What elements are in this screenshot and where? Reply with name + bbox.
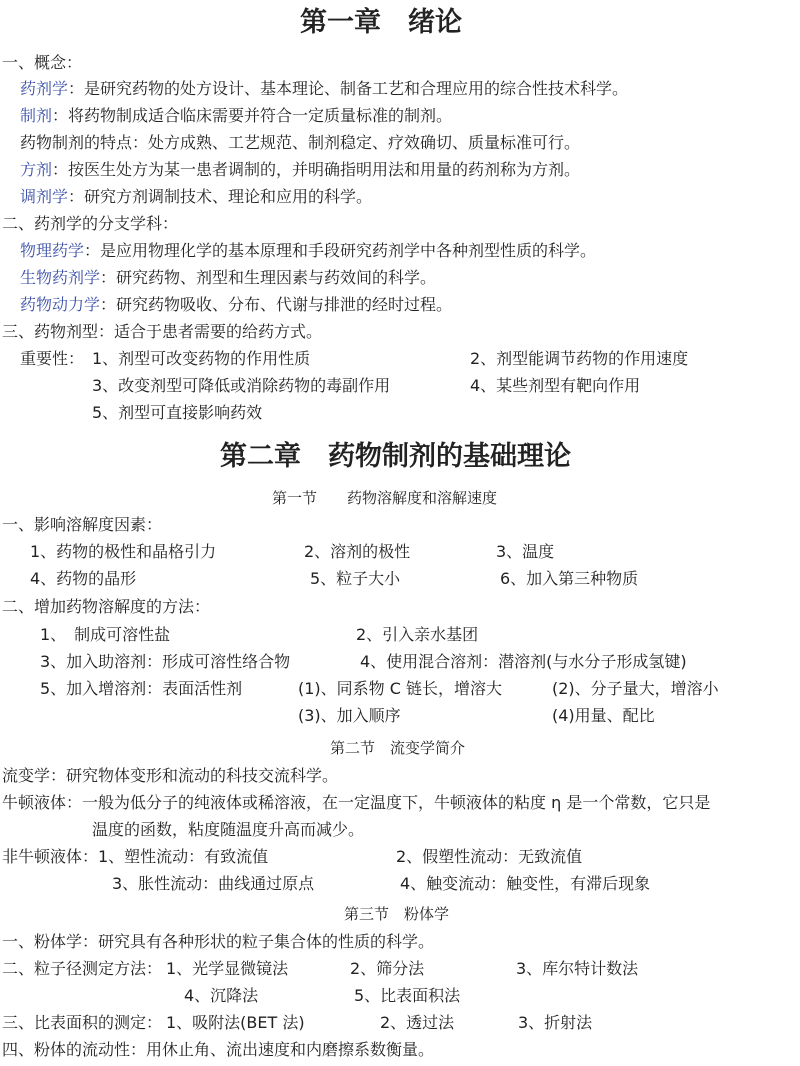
- surface-area-2: 2、透过法: [380, 1013, 455, 1032]
- method-5-sub-1: (1)、同系物 C 链长，增溶大: [298, 679, 503, 698]
- ch1-section-2-heading: 二、药剂学的分支学科：: [2, 214, 179, 233]
- non-newtonian-1: 1、塑性流动：有致流值: [98, 847, 269, 866]
- ch1-s1-item-1: [20, 78, 628, 100]
- ch1-section-3-heading: 三、药物剂型：适合于患者需要的给药方式。: [2, 322, 323, 341]
- ch1-s1-item-5: [20, 186, 372, 208]
- ch2-section-3-title: 第三节 粉体学: [344, 905, 450, 923]
- term-pharmacokinetics: 药物动力学: [20, 295, 101, 314]
- importance-item-5: 5、剂型可直接影响药效: [92, 403, 263, 422]
- non-newtonian-2: 2、假塑性流动：无致流值: [396, 847, 583, 866]
- non-newtonian-3: 3、胀性流动：曲线通过原点: [112, 874, 315, 893]
- importance-item-4: 4、某些剂型有靶向作用: [470, 376, 641, 395]
- method-2: 2、引入亲水基团: [356, 625, 479, 644]
- ch1-s1-item-4: [20, 159, 580, 181]
- ch1-s1-item-2: [20, 105, 452, 127]
- term-dispensing: 调剂学: [20, 187, 69, 206]
- factor-6: 6、加入第三种物质: [500, 569, 639, 588]
- non-newtonian-4: 4、触变流动：触变性，有滞后现象: [400, 874, 651, 893]
- particle-size-3: 3、库尔特计数法: [516, 959, 639, 978]
- ch1-section-1-heading: 一、概念：: [2, 53, 83, 72]
- factor-1: 1、药物的极性和晶格引力: [30, 542, 217, 561]
- surface-area-3: 3、折射法: [518, 1013, 593, 1032]
- method-1: 1、 制成可溶性盐: [40, 625, 171, 644]
- method-5-sub-2: (2)、分子量大，增溶小: [552, 679, 719, 698]
- newtonian-liquid-line-2: 温度的函数，粘度随温度升高而减少。: [92, 820, 365, 839]
- term-pharmaceutics: 药剂学: [20, 79, 69, 98]
- term-physical-pharmacy: 物理药学: [20, 241, 85, 260]
- definition-text: ：研究药物、剂型和生理因素与药效间的科学。: [100, 268, 437, 287]
- method-4: 4、使用混合溶剂：潜溶剂(与水分子形成氢键): [360, 652, 687, 671]
- powder-flowability: 四、粉体的流动性：用休止角、流出速度和内磨擦系数衡量。: [2, 1040, 435, 1059]
- method-3: 3、加入助溶剂：形成可溶性络合物: [40, 652, 291, 671]
- ch1-s1-item-3: [20, 132, 580, 154]
- importance-item-1: 1、剂型可改变药物的作用性质: [92, 349, 311, 368]
- particle-size-4: 4、沉降法: [184, 986, 259, 1005]
- definition-text: ：是研究药物的处方设计、基本理论、制备工艺和合理应用的综合性技术科学。: [68, 79, 629, 98]
- term-preparation: 制剂: [20, 106, 53, 125]
- importance-item-3: 3、改变剂型可降低或消除药物的毒副作用: [92, 376, 391, 395]
- factor-2: 2、溶剂的极性: [304, 542, 411, 561]
- ch1-s2-item-2: [20, 267, 436, 289]
- non-newtonian-label: 非牛顿液体：: [2, 847, 99, 866]
- term-biopharmaceutics: 生物药剂学: [20, 268, 101, 287]
- factor-3: 3、温度: [496, 542, 555, 561]
- method-5-sub-3: (3)、加入顺序: [298, 706, 401, 725]
- particle-size-5: 5、比表面积法: [354, 986, 461, 1005]
- surface-area-label: 三、比表面积的测定：: [2, 1013, 163, 1032]
- newtonian-liquid-line-1: 牛顿液体：一般为低分子的纯液体或稀溶液，在一定温度下，牛顿液体的粘度 η 是一个常数，它只是: [2, 793, 711, 812]
- solubility-methods-heading: 二、增加药物溶解度的方法：: [2, 597, 211, 616]
- factor-4: 4、药物的晶形: [30, 569, 137, 588]
- ch2-section-2-title: 第二节 流变学简介: [330, 739, 466, 757]
- term-prescription: 方剂: [20, 160, 53, 179]
- definition-text: ：将药物制成适合临床需要并符合一定质量标准的制剂。: [52, 106, 453, 125]
- definition-text: ：按医生处方为某一患者调制的，并明确指明用法和用量的药剂称为方剂。: [52, 160, 581, 179]
- definition-text: ：研究药物吸收、分布、代谢与排泄的经时过程。: [100, 295, 453, 314]
- particle-size-label: 二、粒子径测定方法：: [2, 959, 163, 978]
- solubility-factors-heading: 一、影响溶解度因素：: [2, 515, 163, 534]
- definition-text: 药物制剂的特点：处方成熟、工艺规范、制剂稳定、疗效确切、质量标准可行。: [20, 133, 581, 152]
- factor-5: 5、粒子大小: [310, 569, 401, 588]
- importance-label: 重要性：: [20, 349, 85, 368]
- importance-item-2: 2、剂型能调节药物的作用速度: [470, 349, 689, 368]
- ch2-section-1-title: 第一节 药物溶解度和溶解速度: [272, 489, 498, 507]
- surface-area-1: 1、吸附法(BET 法): [166, 1013, 305, 1032]
- ch1-s2-item-3: [20, 294, 452, 316]
- method-5-sub-4: (4)用量、配比: [552, 706, 655, 725]
- chapter-1-title: 第一章 绪论: [300, 7, 462, 38]
- particle-size-2: 2、筛分法: [350, 959, 425, 978]
- rheology-definition: 流变学：研究物体变形和流动的科技交流科学。: [2, 766, 339, 785]
- particle-size-1: 1、光学显微镜法: [166, 959, 289, 978]
- ch1-s2-item-1: [20, 240, 596, 262]
- powder-science-definition: 一、粉体学：研究具有各种形状的粒子集合体的性质的科学。: [2, 932, 435, 951]
- chapter-2-title: 第二章 药物制剂的基础理论: [220, 441, 571, 472]
- definition-text: ：是应用物理化学的基本原理和手段研究药剂学中各种剂型性质的科学。: [84, 241, 597, 260]
- method-5: 5、加入增溶剂：表面活性剂: [40, 679, 243, 698]
- definition-text: ：研究方剂调制技术、理论和应用的科学。: [68, 187, 373, 206]
